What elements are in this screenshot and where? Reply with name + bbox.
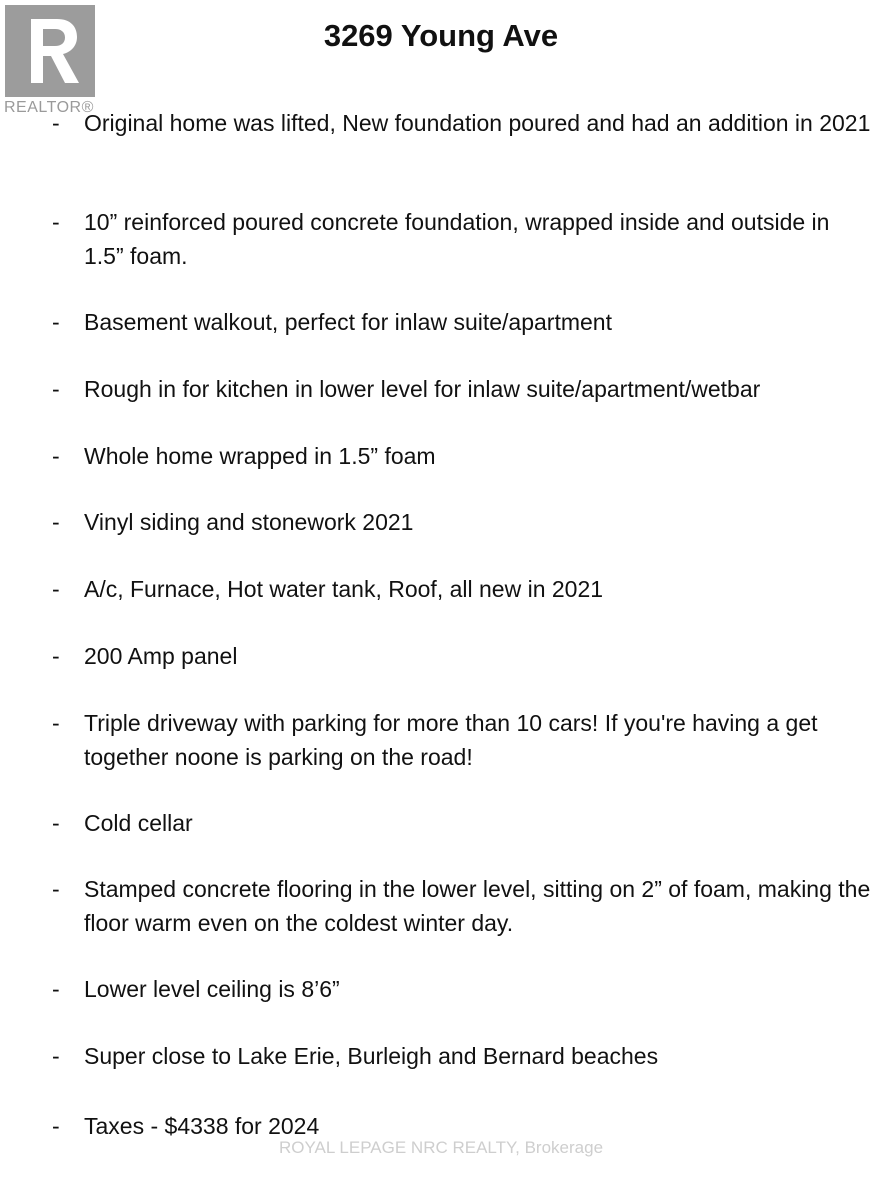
feature-text: 10” reinforced poured concrete foundation, wrapped inside and outside in 1.5” foam.	[84, 209, 830, 269]
realtor-wordmark: REALTOR®	[4, 99, 94, 116]
feature-text: Taxes - $4338 for 2024	[84, 1113, 320, 1139]
feature-text: Whole home wrapped in 1.5” foam	[84, 443, 436, 469]
feature-text: Triple driveway with parking for more than 10 cars! If you're having a get together noone is parking on the road!	[84, 710, 818, 770]
feature-text: Super close to Lake Erie, Burleigh and Bernard beaches	[84, 1043, 659, 1069]
bullet-dash: -	[52, 509, 60, 535]
bullet-dash: -	[52, 710, 60, 736]
bullet-dash: -	[52, 1043, 60, 1069]
bullet-dash: -	[52, 309, 60, 335]
bullet-dash: -	[52, 810, 60, 836]
feature-text: A/c, Furnace, Hot water tank, Roof, all new in 2021	[84, 576, 604, 602]
bullet-dash: -	[52, 876, 60, 902]
bullet-dash: -	[52, 376, 60, 402]
feature-text: Original home was lifted, New foundation poured and had an addition in 2021	[84, 110, 871, 136]
bullet-dash: -	[52, 643, 60, 669]
feature-text: Basement walkout, perfect for inlaw suite/apartment	[84, 309, 612, 335]
feature-text: Rough in for kitchen in lower level for inlaw suite/apartment/wetbar	[84, 376, 761, 402]
feature-text: Lower level ceiling is 8’6”	[84, 976, 340, 1002]
bullet-dash: -	[52, 976, 60, 1002]
feature-text: Stamped concrete flooring in the lower level, sitting on 2” of foam, making the floor warm even on the coldest winter day.	[84, 876, 871, 936]
bullet-dash: -	[52, 110, 60, 136]
feature-text: Vinyl siding and stonework 2021	[84, 509, 414, 535]
feature-text: 200 Amp panel	[84, 643, 238, 669]
bullet-dash: -	[52, 1113, 60, 1139]
bullet-dash: -	[52, 576, 60, 602]
feature-text: Cold cellar	[84, 810, 193, 836]
brokerage-watermark: ROYAL LEPAGE NRC REALTY, Brokerage	[278, 1138, 604, 1157]
page-title: 3269 Young Ave	[323, 18, 559, 53]
bullet-dash: -	[52, 209, 60, 235]
bullet-dash: -	[52, 443, 60, 469]
